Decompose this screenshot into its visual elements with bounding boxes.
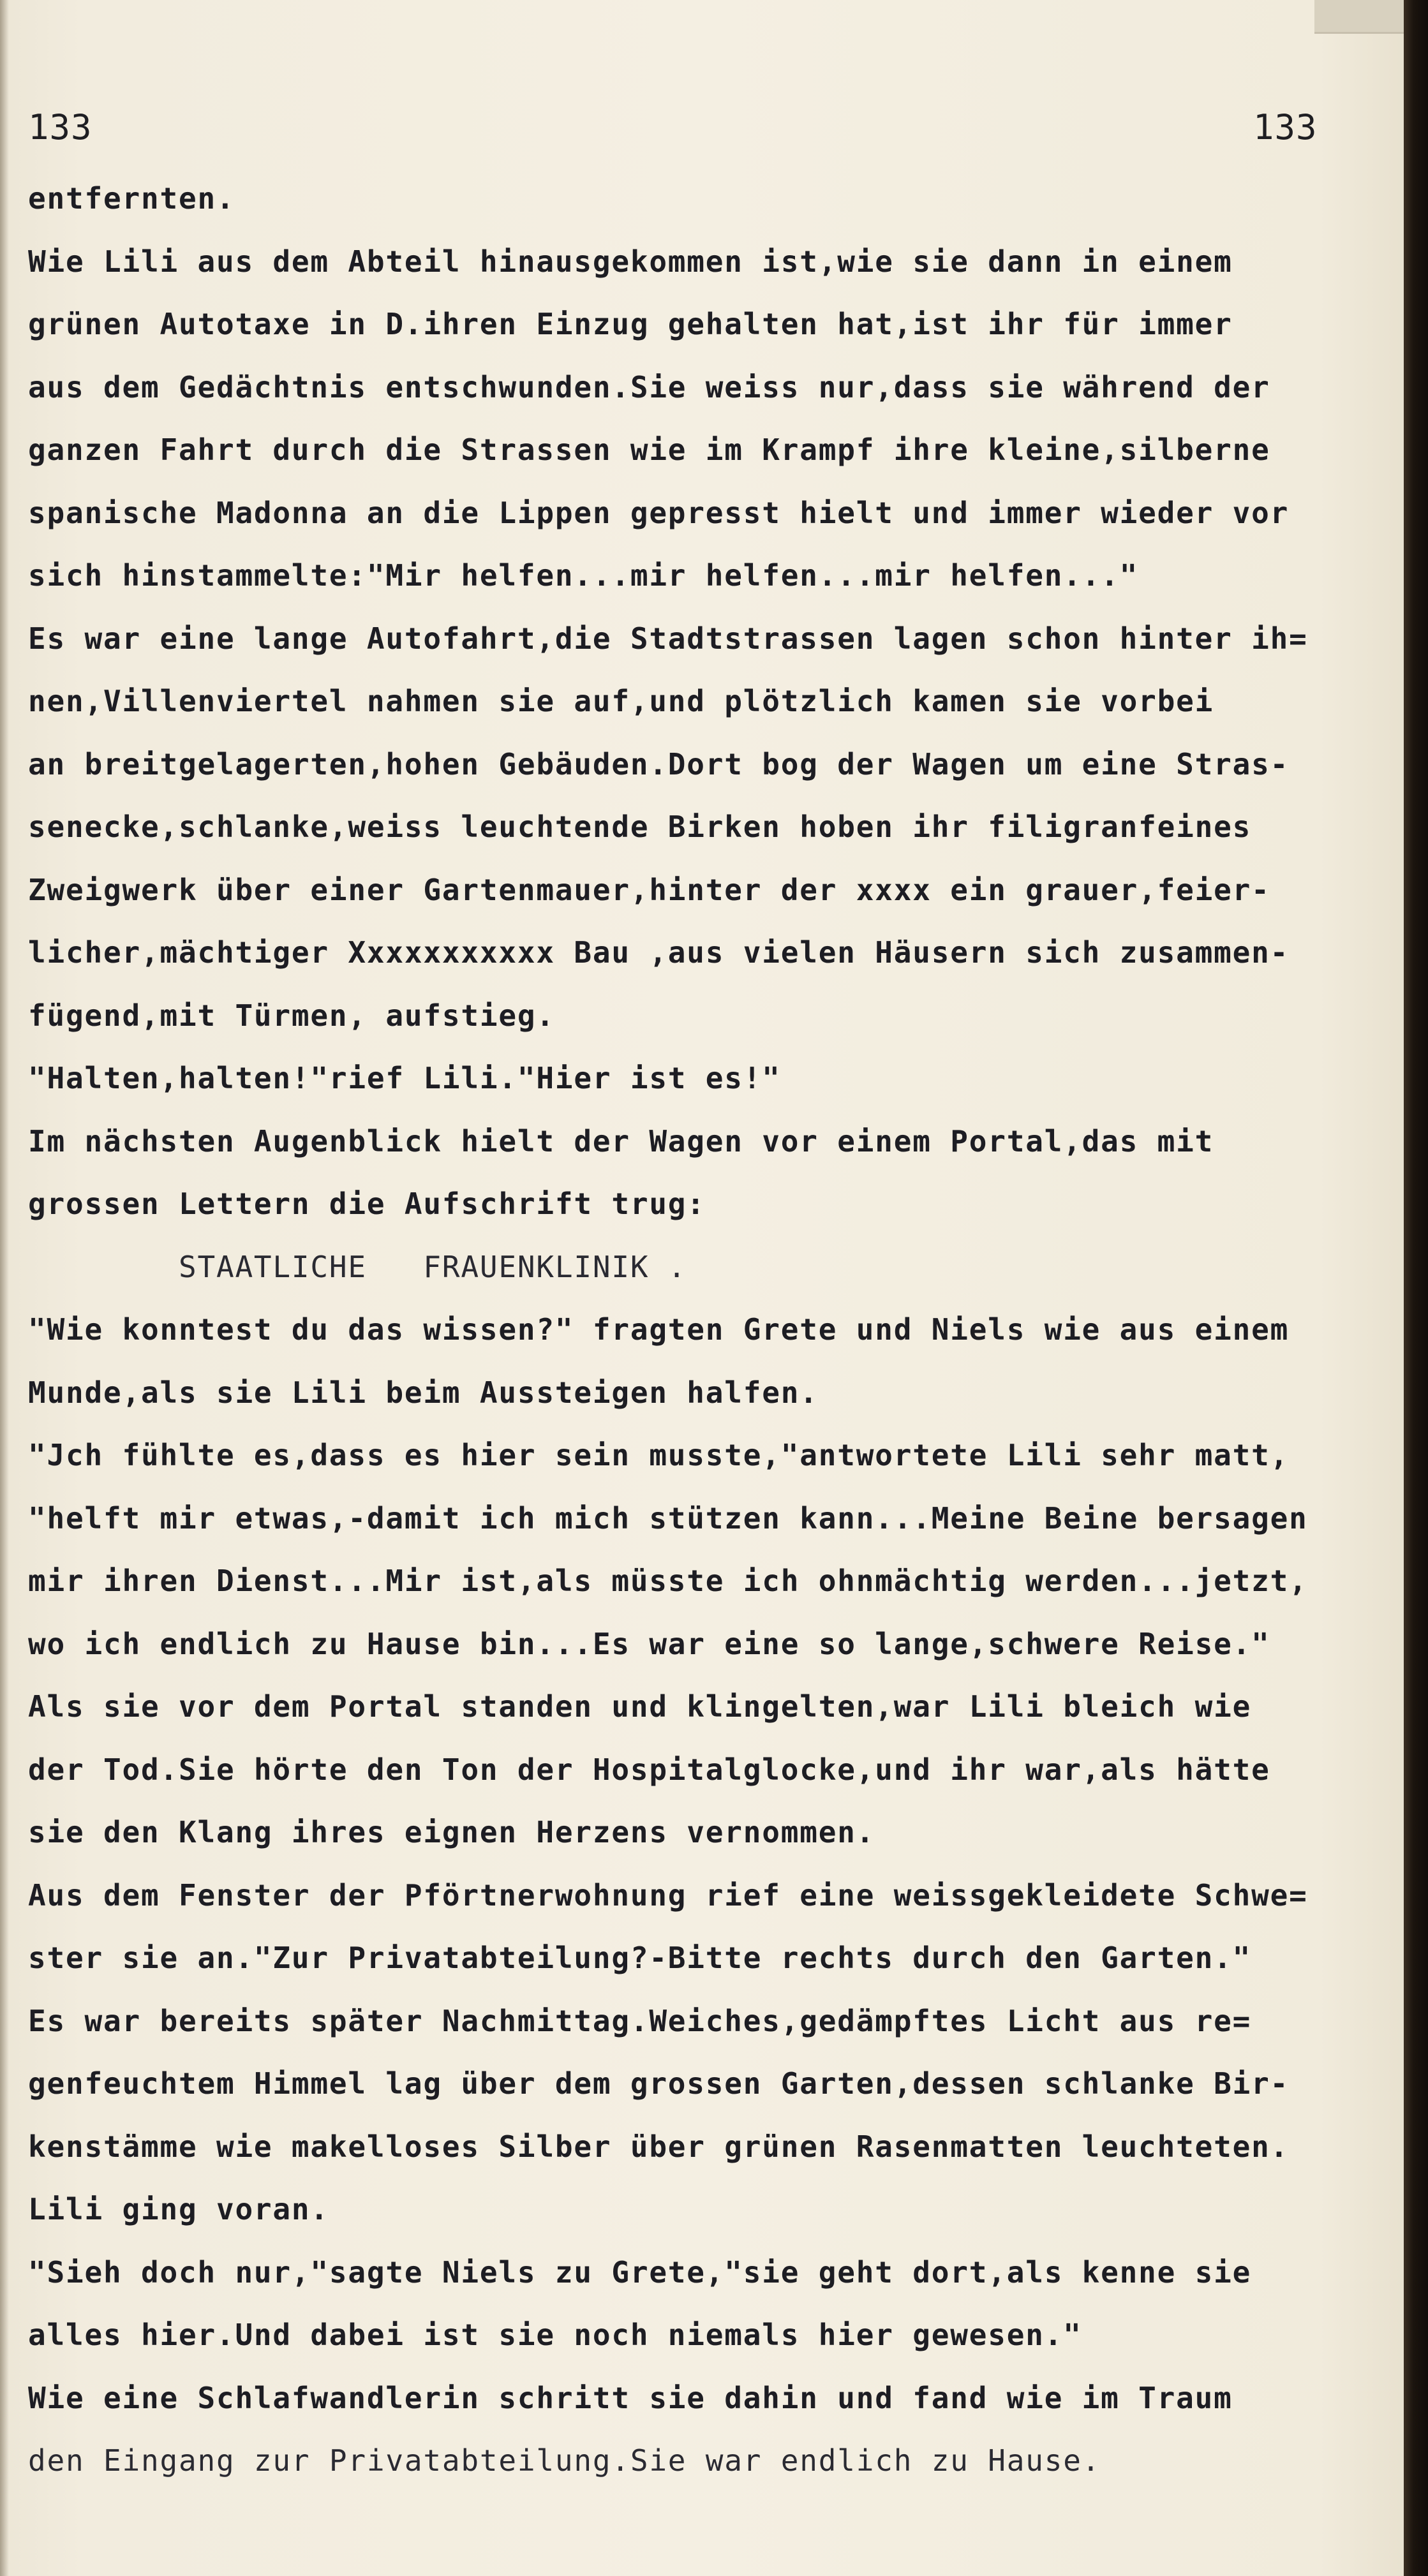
text-line: entfernten. — [28, 181, 235, 216]
text-line: "Sieh doch nur,"sagte Niels zu Grete,"sie geht dort,als kenne sie — [28, 2254, 1252, 2290]
text-line: ganzen Fahrt durch die Strassen wie im Krampf ihre kleine,silberne — [28, 433, 1270, 467]
text-line: aus dem Gedächtnis entschwunden.Sie weiss nur,dass sie während der — [28, 369, 1270, 404]
text-line: mir ihren Dienst...Mir ist,als müsste ich ohnmächtig werden...jetzt, — [28, 1564, 1308, 1598]
text-line: spanische Madonna an die Lippen gepresst hielt und immer wieder vor — [28, 495, 1290, 530]
text-line: "Halten,halten!"rief Lili."Hier ist es!" — [28, 1061, 781, 1095]
text-line: Munde,als sie Lili beim Aussteigen halfen. — [28, 1375, 819, 1410]
text-line: fügend,mit Türmen, aufstieg. — [28, 998, 555, 1033]
text-line: "Wie konntest du das wissen?" fragten Grete und Niels wie aus einem — [28, 1312, 1290, 1347]
text-line: kenstämme wie makelloses Silber über grünen Rasenmatten leuchteten. — [28, 2129, 1290, 2164]
text-line: Als sie vor dem Portal standen und klingelten,war Lili bleich wie — [28, 1689, 1252, 1724]
text-line: Es war bereits später Nachmittag.Weiches,gedämpftes Licht aus re= — [28, 2003, 1252, 2038]
text-line: Zweigwerk über einer Gartenmauer,hinter der xxxx ein grauer,feier- — [28, 872, 1270, 907]
text-line: Es war eine lange Autofahrt,die Stadtstrassen lagen schon hinter ih= — [28, 621, 1308, 656]
paper-tab — [1314, 0, 1404, 34]
text-line: alles hier.Und dabei ist sie noch niemals hier gewesen." — [28, 2318, 1082, 2352]
text-line: sich hinstammelte:"Mir helfen...mir helfen...mir helfen..." — [28, 558, 1139, 593]
text-line: grünen Autotaxe in D.ihren Einzug gehalten hat,ist ihr für immer — [28, 307, 1233, 341]
text-line: "Jch fühlte es,dass es hier sein musste,"antwortete Lili sehr matt, — [28, 1438, 1290, 1472]
text-line: genfeuchtem Himmel lag über dem grossen Garten,dessen schlanke Bir- — [28, 2066, 1290, 2101]
text-line: Aus dem Fenster der Pförtnerwohnung rief eine weissgekleidete Schwe= — [28, 1877, 1308, 1913]
text-line: an breitgelagerten,hohen Gebäuden.Dort bog der Wagen um eine Stras- — [28, 746, 1290, 781]
page-number-left: 133 — [28, 107, 93, 147]
text-line: ster sie an."Zur Privatabteilung?-Bitte rechts durch den Garten." — [28, 1941, 1252, 1975]
text-line: nen,Villenviertel nahmen sie auf,und plötzlich kamen sie vorbei — [28, 684, 1214, 718]
text-line: Lili ging voran. — [28, 2192, 329, 2226]
text-line: sie den Klang ihres eignen Herzens vernommen. — [28, 1815, 875, 1849]
text-line: "helft mir etwas,-damit ich mich stützen kann...Meine Beine bersagen — [28, 1500, 1308, 1536]
text-line: senecke,schlanke,weiss leuchtende Birken hoben ihr filigranfeines — [28, 810, 1252, 844]
body-text — [28, 167, 1374, 2492]
text-line: der Tod.Sie hörte den Ton der Hospitalglocke,und ihr war,als hätte — [28, 1752, 1270, 1787]
text-line: Wie Lili aus dem Abteil hinausgekommen ist,wie sie dann in einem — [28, 244, 1233, 279]
text-line: den Eingang zur Privatabteilung.Sie war endlich zu Hause. — [28, 2443, 1101, 2478]
text-line: licher,mächtiger Xxxxxxxxxxx Bau ,aus vielen Häusern sich zusammen- — [28, 935, 1290, 970]
text-line: Im nächsten Augenblick hielt der Wagen vor einem Portal,das mit — [28, 1123, 1214, 1158]
page-left-shadow — [0, 0, 9, 2576]
scan-background-edge — [1404, 0, 1428, 2576]
text-line: wo ich endlich zu Hause bin...Es war eine so lange,schwere Reise." — [28, 1626, 1270, 1661]
text-line: grossen Lettern die Aufschrift trug: — [28, 1187, 706, 1221]
page-number-right: 133 — [1253, 107, 1318, 147]
text-line: STAATLICHE FRAUENKLINIK . — [28, 1249, 687, 1284]
text-line: Wie eine Schlafwandlerin schritt sie dahin und fand wie im Traum — [28, 2380, 1233, 2415]
